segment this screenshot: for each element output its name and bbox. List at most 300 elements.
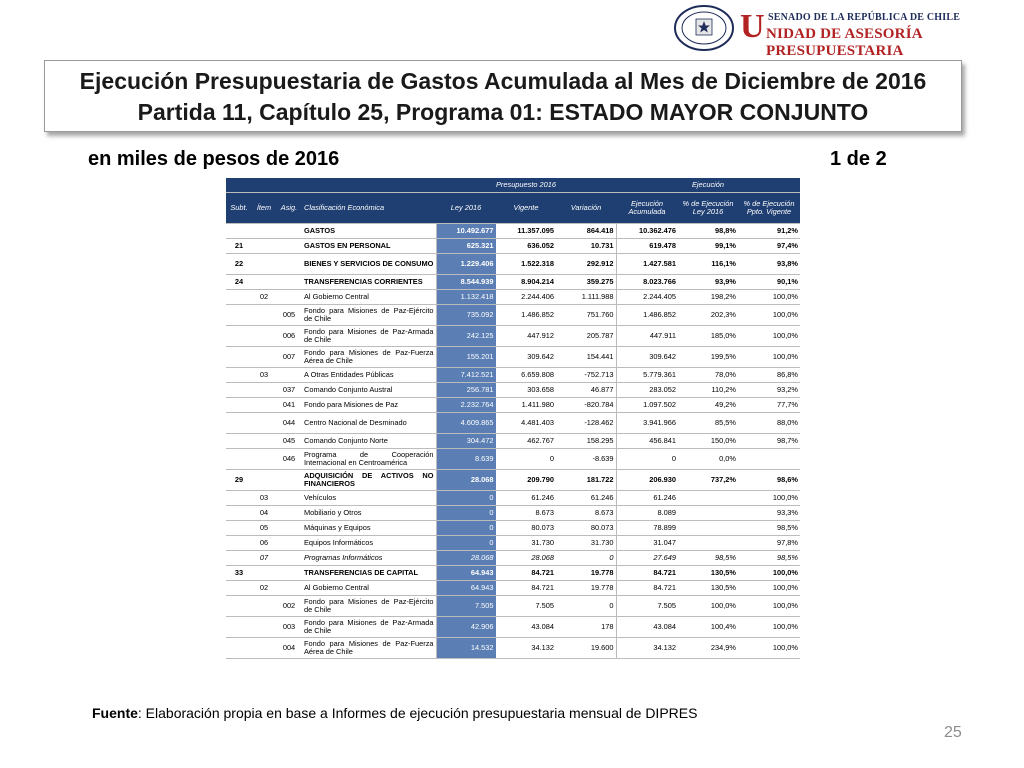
cell-item: 07 — [252, 551, 276, 566]
cell-variacion: 46.877 — [556, 383, 616, 398]
cell-pct-ley: 93,9% — [678, 275, 738, 290]
cell-item: 02 — [252, 290, 276, 305]
cell-asig: 005 — [276, 305, 302, 326]
cell-pct-vigente: 97,4% — [738, 239, 800, 254]
cell-pct-vigente: 100,0% — [738, 491, 800, 506]
cell-asig: 046 — [276, 449, 302, 470]
cell-ejecucion: 78.899 — [616, 521, 678, 536]
cell-clasificacion: GASTOS EN PERSONAL — [302, 239, 436, 254]
cell-pct-ley: 199,5% — [678, 347, 738, 368]
cell-clasificacion: Al Gobierno Central — [302, 581, 436, 596]
col-pct-ley: % de Ejecución Ley 2016 — [678, 193, 738, 224]
table-row — [226, 596, 800, 617]
cell-pct-ley: 100,4% — [678, 617, 738, 638]
slide-number: 25 — [944, 724, 962, 741]
budget-execution-table — [226, 178, 800, 659]
cell-subt — [226, 305, 252, 326]
cell-subt — [226, 536, 252, 551]
cell-ley: 2.232.764 — [436, 398, 496, 413]
cell-subt — [226, 521, 252, 536]
cell-pct-vigente: 100,0% — [738, 581, 800, 596]
cell-ley: 7.505 — [436, 596, 496, 617]
cell-vigente: 462.767 — [496, 434, 556, 449]
cell-subt — [226, 506, 252, 521]
cell-subt — [226, 368, 252, 383]
cell-ejecucion: 27.649 — [616, 551, 678, 566]
cell-asig — [276, 275, 302, 290]
cell-variacion: 751.760 — [556, 305, 616, 326]
cell-pct-vigente: 91,2% — [738, 224, 800, 239]
cell-pct-ley: 130,5% — [678, 566, 738, 581]
cell-ejecucion: 43.084 — [616, 617, 678, 638]
table-row — [226, 275, 800, 290]
table-row — [226, 581, 800, 596]
brand-org-small: SENADO DE LA REPÚBLICA DE CHILE — [768, 12, 961, 23]
cell-ley: 14.532 — [436, 638, 496, 659]
cell-clasificacion: Fondo para Misiones de Paz — [302, 398, 436, 413]
cell-subt — [226, 617, 252, 638]
slide-title-box — [44, 60, 962, 132]
cell-ley: 0 — [436, 536, 496, 551]
cell-variacion: 61.246 — [556, 491, 616, 506]
cell-ley: 256.781 — [436, 383, 496, 398]
cell-variacion: 0 — [556, 596, 616, 617]
cell-vigente: 11.357.095 — [496, 224, 556, 239]
cell-subt — [226, 413, 252, 434]
cell-subt — [226, 551, 252, 566]
cell-pct-vigente: 100,0% — [738, 566, 800, 581]
cell-asig — [276, 239, 302, 254]
cell-variacion: 359.275 — [556, 275, 616, 290]
cell-clasificacion: Programa de Cooperación Internacional en Centroamérica — [302, 449, 436, 470]
cell-pct-vigente: 100,0% — [738, 347, 800, 368]
brand-org-name: NIDAD DE ASESORÍA PRESUPUESTARIA — [766, 26, 922, 59]
table-row — [226, 254, 800, 275]
cell-pct-ley: 110,2% — [678, 383, 738, 398]
cell-asig — [276, 290, 302, 305]
cell-subt — [226, 398, 252, 413]
cell-clasificacion: Fondo para Misiones de Paz-Ejército de Chile — [302, 596, 436, 617]
cell-ejecucion: 1.097.502 — [616, 398, 678, 413]
cell-ejecucion: 619.478 — [616, 239, 678, 254]
cell-pct-ley: 85,5% — [678, 413, 738, 434]
cell-item: 03 — [252, 368, 276, 383]
cell-pct-vigente: 86,8% — [738, 368, 800, 383]
cell-subt — [226, 347, 252, 368]
cell-item — [252, 566, 276, 581]
table-row — [226, 224, 800, 239]
cell-item: 04 — [252, 506, 276, 521]
header-execution-group: Ejecución — [616, 178, 800, 193]
cell-ejecucion: 84.721 — [616, 581, 678, 596]
cell-ejecucion: 1.427.581 — [616, 254, 678, 275]
cell-pct-ley: 49,2% — [678, 398, 738, 413]
cell-pct-vigente: 100,0% — [738, 326, 800, 347]
cell-pct-vigente: 93,8% — [738, 254, 800, 275]
cell-pct-ley: 130,5% — [678, 581, 738, 596]
cell-pct-ley: 198,2% — [678, 290, 738, 305]
cell-asig: 004 — [276, 638, 302, 659]
cell-variacion: -752.713 — [556, 368, 616, 383]
cell-variacion: 8.673 — [556, 506, 616, 521]
header-budget-group: Presupuesto 2016 — [436, 178, 616, 193]
cell-variacion: 178 — [556, 617, 616, 638]
table-row — [226, 551, 800, 566]
footnote-label: Fuente — [92, 705, 138, 721]
cell-ejecucion: 8.089 — [616, 506, 678, 521]
table-row — [226, 368, 800, 383]
cell-clasificacion: Comando Conjunto Norte — [302, 434, 436, 449]
cell-variacion: -128.462 — [556, 413, 616, 434]
cell-item — [252, 638, 276, 659]
cell-pct-ley: 78,0% — [678, 368, 738, 383]
cell-item: 06 — [252, 536, 276, 551]
cell-vigente: 1.486.852 — [496, 305, 556, 326]
cell-item — [252, 470, 276, 491]
table-row — [226, 305, 800, 326]
cell-pct-vigente: 100,0% — [738, 638, 800, 659]
cell-ley: 64.943 — [436, 566, 496, 581]
senate-seal-icon — [672, 4, 736, 52]
cell-ley: 7.412.521 — [436, 368, 496, 383]
cell-vigente: 1.411.980 — [496, 398, 556, 413]
cell-item — [252, 617, 276, 638]
cell-vigente: 636.052 — [496, 239, 556, 254]
cell-pct-vigente: 90,1% — [738, 275, 800, 290]
cell-ley: 625.321 — [436, 239, 496, 254]
units-subtitle: en miles de pesos de 2016 — [88, 148, 340, 170]
cell-vigente: 2.244.406 — [496, 290, 556, 305]
cell-vigente: 80.073 — [496, 521, 556, 536]
cell-ejecucion: 31.047 — [616, 536, 678, 551]
cell-ejecucion: 206.930 — [616, 470, 678, 491]
cell-clasificacion: Mobiliario y Otros — [302, 506, 436, 521]
cell-clasificacion: Fondo para Misiones de Paz-Armada de Chile — [302, 617, 436, 638]
cell-item — [252, 326, 276, 347]
cell-pct-vigente: 93,3% — [738, 506, 800, 521]
cell-item — [252, 347, 276, 368]
table-row — [226, 617, 800, 638]
cell-ejecucion: 61.246 — [616, 491, 678, 506]
cell-vigente: 0 — [496, 449, 556, 470]
cell-subt — [226, 383, 252, 398]
cell-subt — [226, 224, 252, 239]
cell-asig: 003 — [276, 617, 302, 638]
cell-clasificacion: Fondo para Misiones de Paz-Fuerza Aérea de Chile — [302, 347, 436, 368]
cell-ejecucion: 447.911 — [616, 326, 678, 347]
cell-clasificacion: Vehículos — [302, 491, 436, 506]
cell-ley: 0 — [436, 506, 496, 521]
table-header-row — [226, 193, 800, 224]
col-subt: Subt. — [226, 193, 252, 224]
cell-asig — [276, 506, 302, 521]
cell-subt — [226, 581, 252, 596]
cell-asig — [276, 491, 302, 506]
cell-variacion: 864.418 — [556, 224, 616, 239]
cell-clasificacion: Fondo para Misiones de Paz-Armada de Chile — [302, 326, 436, 347]
cell-vigente: 7.505 — [496, 596, 556, 617]
cell-item — [252, 449, 276, 470]
cell-ejecucion: 2.244.405 — [616, 290, 678, 305]
cell-pct-ley: 98,8% — [678, 224, 738, 239]
cell-asig: 006 — [276, 326, 302, 347]
cell-variacion: 158.295 — [556, 434, 616, 449]
col-variacion: Variación — [556, 193, 616, 224]
cell-pct-ley: 98,5% — [678, 551, 738, 566]
cell-pct-vigente: 100,0% — [738, 290, 800, 305]
brand-initial: U — [740, 8, 765, 45]
cell-ley: 304.472 — [436, 434, 496, 449]
table-row — [226, 506, 800, 521]
cell-pct-ley: 150,0% — [678, 434, 738, 449]
cell-ley: 1.229.406 — [436, 254, 496, 275]
cell-vigente: 309.642 — [496, 347, 556, 368]
cell-asig: 044 — [276, 413, 302, 434]
cell-variacion: 10.731 — [556, 239, 616, 254]
col-ejecucion-acumulada: Ejecución Acumulada — [616, 193, 678, 224]
cell-vigente: 61.246 — [496, 491, 556, 506]
cell-item: 02 — [252, 581, 276, 596]
cell-vigente: 6.659.808 — [496, 368, 556, 383]
cell-variacion: 205.787 — [556, 326, 616, 347]
table-row — [226, 521, 800, 536]
table-row — [226, 566, 800, 581]
cell-asig — [276, 470, 302, 491]
col-ley: Ley 2016 — [436, 193, 496, 224]
cell-ley: 4.609.865 — [436, 413, 496, 434]
cell-variacion: 19.778 — [556, 581, 616, 596]
cell-pct-ley — [678, 536, 738, 551]
footnote-text: : Elaboración propia en base a Informes de ejecución presupuestaria mensual de DIPRES — [137, 705, 698, 721]
cell-variacion: 0 — [556, 551, 616, 566]
cell-clasificacion: Fondo para Misiones de Paz-Ejército de Chile — [302, 305, 436, 326]
cell-subt — [226, 638, 252, 659]
cell-subt — [226, 434, 252, 449]
cell-ley: 0 — [436, 491, 496, 506]
slide-title-line1: Ejecución Presupuestaria de Gastos Acumulada al Mes de Diciembre de 2016 — [79, 68, 927, 94]
cell-pct-ley — [678, 491, 738, 506]
cell-subt — [226, 326, 252, 347]
cell-pct-vigente: 98,7% — [738, 434, 800, 449]
cell-ejecucion: 7.505 — [616, 596, 678, 617]
cell-pct-ley: 737,2% — [678, 470, 738, 491]
cell-pct-vigente: 100,0% — [738, 596, 800, 617]
cell-variacion: 19.778 — [556, 566, 616, 581]
source-footnote — [92, 705, 697, 721]
cell-item — [252, 596, 276, 617]
page-indicator: 1 de 2 — [830, 148, 887, 170]
cell-ley: 0 — [436, 521, 496, 536]
cell-ejecucion: 34.132 — [616, 638, 678, 659]
cell-clasificacion: Al Gobierno Central — [302, 290, 436, 305]
cell-item: 03 — [252, 491, 276, 506]
cell-clasificacion: ADQUISICIÓN DE ACTIVOS NO FINANCIEROS — [302, 470, 436, 491]
brand-lockup — [740, 8, 1020, 59]
col-vigente: Vigente — [496, 193, 556, 224]
cell-ley: 242.125 — [436, 326, 496, 347]
cell-clasificacion: Máquinas y Equipos — [302, 521, 436, 536]
cell-vigente: 4.481.403 — [496, 413, 556, 434]
cell-vigente: 34.132 — [496, 638, 556, 659]
header-blank — [226, 178, 436, 193]
col-pct-vigente: % de Ejecución Ppto. Vigente — [738, 193, 800, 224]
cell-vigente: 28.068 — [496, 551, 556, 566]
cell-ley: 28.068 — [436, 551, 496, 566]
cell-item — [252, 305, 276, 326]
slide-title-line2: Partida 11, Capítulo 25, Programa 01: ESTADO MAYOR CONJUNTO — [137, 99, 869, 125]
cell-asig — [276, 566, 302, 581]
cell-item — [252, 434, 276, 449]
cell-ejecucion: 309.642 — [616, 347, 678, 368]
cell-asig: 045 — [276, 434, 302, 449]
cell-asig — [276, 224, 302, 239]
table-row — [226, 383, 800, 398]
cell-ley: 10.492.677 — [436, 224, 496, 239]
table-row — [226, 290, 800, 305]
cell-clasificacion: BIENES Y SERVICIOS DE CONSUMO — [302, 254, 436, 275]
table-row — [226, 449, 800, 470]
cell-item — [252, 239, 276, 254]
table-body — [226, 224, 800, 659]
cell-pct-ley: 234,9% — [678, 638, 738, 659]
table-row — [226, 470, 800, 491]
cell-ley: 28.068 — [436, 470, 496, 491]
table-group-header-row — [226, 178, 800, 193]
cell-subt: 22 — [226, 254, 252, 275]
table-row — [226, 536, 800, 551]
col-clasificacion: Clasificación Económica — [302, 193, 436, 224]
cell-ley: 42.906 — [436, 617, 496, 638]
cell-ejecucion: 84.721 — [616, 566, 678, 581]
cell-pct-ley: 202,3% — [678, 305, 738, 326]
cell-subt: 29 — [226, 470, 252, 491]
cell-item: 05 — [252, 521, 276, 536]
cell-clasificacion: A Otras Entidades Públicas — [302, 368, 436, 383]
cell-asig — [276, 368, 302, 383]
cell-ley: 8.544.939 — [436, 275, 496, 290]
cell-asig: 041 — [276, 398, 302, 413]
cell-item — [252, 383, 276, 398]
cell-subt: 21 — [226, 239, 252, 254]
cell-asig: 002 — [276, 596, 302, 617]
cell-ejecucion: 3.941.966 — [616, 413, 678, 434]
cell-subt: 33 — [226, 566, 252, 581]
cell-subt: 24 — [226, 275, 252, 290]
table-row — [226, 347, 800, 368]
cell-vigente: 303.658 — [496, 383, 556, 398]
cell-ley: 735.092 — [436, 305, 496, 326]
cell-pct-vigente: 100,0% — [738, 305, 800, 326]
cell-vigente: 447.912 — [496, 326, 556, 347]
cell-variacion: 19.600 — [556, 638, 616, 659]
cell-pct-vigente — [738, 449, 800, 470]
cell-subt — [226, 449, 252, 470]
cell-asig — [276, 521, 302, 536]
cell-variacion: -8.639 — [556, 449, 616, 470]
cell-variacion: 154.441 — [556, 347, 616, 368]
cell-vigente: 84.721 — [496, 566, 556, 581]
cell-ley: 64.943 — [436, 581, 496, 596]
cell-pct-vigente: 77,7% — [738, 398, 800, 413]
table-row — [226, 398, 800, 413]
cell-pct-vigente: 98,6% — [738, 470, 800, 491]
table-row — [226, 239, 800, 254]
cell-pct-vigente: 100,0% — [738, 617, 800, 638]
cell-ejecucion: 0 — [616, 449, 678, 470]
cell-clasificacion: TRANSFERENCIAS CORRIENTES — [302, 275, 436, 290]
cell-ejecucion: 283.052 — [616, 383, 678, 398]
cell-ejecucion: 8.023.766 — [616, 275, 678, 290]
cell-variacion: 31.730 — [556, 536, 616, 551]
cell-clasificacion: GASTOS — [302, 224, 436, 239]
cell-vigente: 43.084 — [496, 617, 556, 638]
cell-variacion: 1.111.988 — [556, 290, 616, 305]
cell-subt — [226, 290, 252, 305]
cell-clasificacion: Programas Informáticos — [302, 551, 436, 566]
cell-pct-ley — [678, 521, 738, 536]
cell-pct-vigente: 93,2% — [738, 383, 800, 398]
cell-pct-vigente: 98,5% — [738, 551, 800, 566]
col-asig: Asig. — [276, 193, 302, 224]
cell-asig — [276, 536, 302, 551]
cell-asig: 037 — [276, 383, 302, 398]
col-item: Ítem — [252, 193, 276, 224]
cell-subt — [226, 491, 252, 506]
cell-clasificacion: Comando Conjunto Austral — [302, 383, 436, 398]
table-row — [226, 638, 800, 659]
cell-clasificacion: Fondo para Misiones de Paz-Fuerza Aérea de Chile — [302, 638, 436, 659]
cell-ley: 8.639 — [436, 449, 496, 470]
table-row — [226, 413, 800, 434]
cell-variacion: 181.722 — [556, 470, 616, 491]
table-row — [226, 434, 800, 449]
cell-item — [252, 398, 276, 413]
cell-ejecucion: 1.486.852 — [616, 305, 678, 326]
cell-ley: 1.132.418 — [436, 290, 496, 305]
cell-subt — [226, 596, 252, 617]
cell-pct-ley: 185,0% — [678, 326, 738, 347]
cell-clasificacion: Centro Nacional de Desminado — [302, 413, 436, 434]
cell-ejecucion: 5.779.361 — [616, 368, 678, 383]
cell-vigente: 1.522.318 — [496, 254, 556, 275]
cell-variacion: -820.784 — [556, 398, 616, 413]
cell-vigente: 209.790 — [496, 470, 556, 491]
cell-asig — [276, 581, 302, 596]
cell-ejecucion: 10.362.476 — [616, 224, 678, 239]
cell-pct-vigente: 98,5% — [738, 521, 800, 536]
cell-item — [252, 254, 276, 275]
cell-asig — [276, 254, 302, 275]
cell-vigente: 31.730 — [496, 536, 556, 551]
cell-ejecucion: 456.841 — [616, 434, 678, 449]
cell-asig — [276, 551, 302, 566]
cell-pct-ley — [678, 506, 738, 521]
cell-clasificacion: TRANSFERENCIAS DE CAPITAL — [302, 566, 436, 581]
cell-pct-ley: 100,0% — [678, 596, 738, 617]
cell-vigente: 84.721 — [496, 581, 556, 596]
cell-vigente: 8.904.214 — [496, 275, 556, 290]
cell-pct-ley: 99,1% — [678, 239, 738, 254]
table-row — [226, 326, 800, 347]
cell-variacion: 80.073 — [556, 521, 616, 536]
table-row — [226, 491, 800, 506]
cell-ley: 155.201 — [436, 347, 496, 368]
cell-variacion: 292.912 — [556, 254, 616, 275]
cell-item — [252, 224, 276, 239]
cell-clasificacion: Equipos Informáticos — [302, 536, 436, 551]
cell-pct-ley: 116,1% — [678, 254, 738, 275]
cell-vigente: 8.673 — [496, 506, 556, 521]
